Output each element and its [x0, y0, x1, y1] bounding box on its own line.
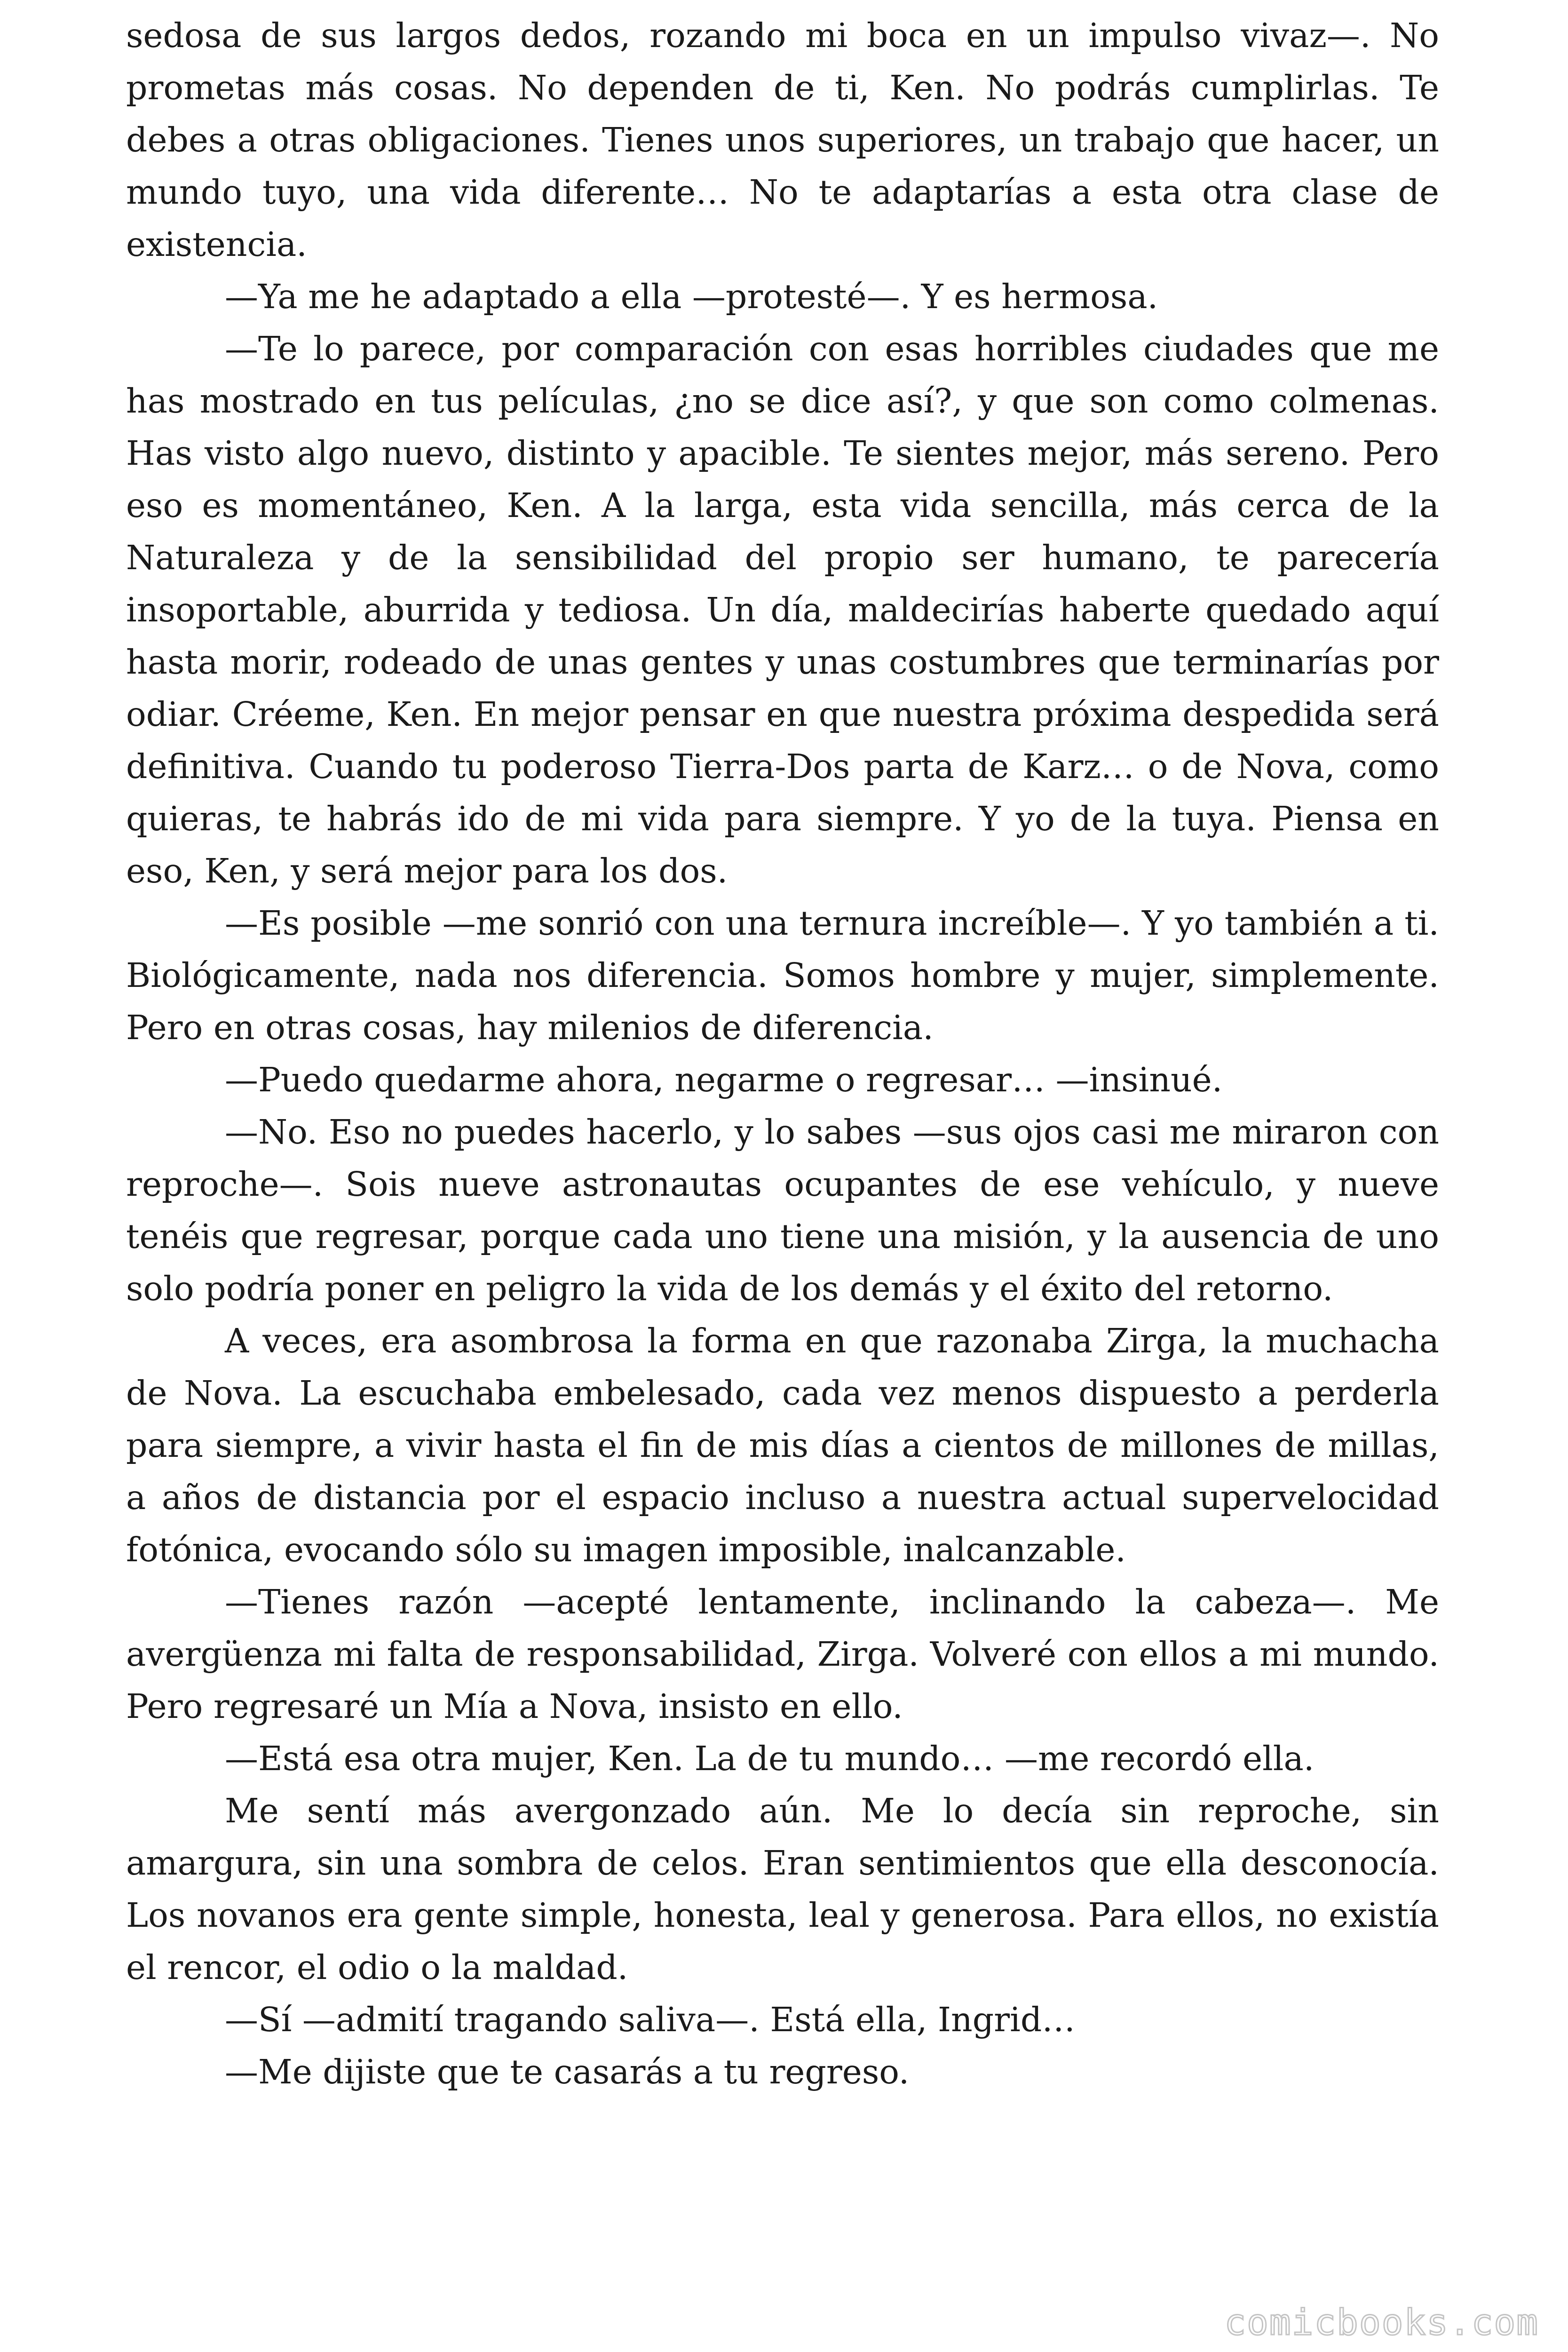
paragraph: —Te lo parece, por comparación con esas horribles ciudades que me has mostrado en tus películas, ¿no se dice así?, y que son como colmenas. Has visto algo nuevo, distinto y apacible. Te sientes mejor, más sereno. Pero eso es momentáneo, Ken. A la larga, esta vida sencilla, más cerca de la Naturaleza y de la sensibilidad del propio ser humano, te parecería insoportable, aburrida y tediosa. Un día, maldecirías haberte quedado aquí hasta morir, rodeado de unas gentes y unas costumbres que terminarías por odiar. Créeme, Ken. En mejor pensar en que nuestra próxima despedida será definitiva. Cuando tu poderoso Tierra-Dos parta de Karz… o de Nova, como quieras, te habrás ido de mi vida para siempre. Y yo de la tuya. Piensa en eso, Ken, y será mejor para los dos. [126, 329, 1439, 890]
paragraph: —Tienes razón —acepté lentamente, inclinando la cabeza—. Me avergüenza mi falta de responsabilidad, Zirga. Volveré con ellos a mi mundo. Pero regresaré un Mía a Nova, insisto en ello. [126, 1582, 1439, 1726]
paragraph: —Sí —admití tragando saliva—. Está ella, Ingrid… [225, 2000, 1076, 2039]
paragraph: Me sentí más avergonzado aún. Me lo decía sin reproche, sin amargura, sin una sombra de celos. Eran sentimientos que ella desconocía. Los novanos era gente simple, honesta, leal y generosa. Para ellos, no existía el rencor, el odio o la maldad. [126, 1791, 1439, 1987]
paragraph: A veces, era asombrosa la forma en que razonaba Zirga, la muchacha de Nova. La escuchaba embelesado, cada vez menos dispuesto a perderla para siempre, a vivir hasta el fin de mis días a cientos de millones de millas, a años de distancia por el espacio incluso a nuestra actual supervelocidad fotónica, evocando sólo su imagen imposible, inalcanzable. [126, 1321, 1439, 1569]
paragraph: —Ya me he adaptado a ella —protesté—. Y es hermosa. [225, 277, 1158, 316]
paragraph: —No. Eso no puedes hacerlo, y lo sabes —sus ojos casi me miraron con reproche—. Sois nueve astronautas ocupantes de ese vehículo, y nueve tenéis que regresar, porque cada uno tiene una misión, y la ausencia de uno solo podría poner en peligro la vida de los demás y el éxito del retorno. [126, 1112, 1439, 1308]
paragraph: —Es posible —me sonrió con una ternura increíble—. Y yo también a ti. Biológicamente, nada nos diferencia. Somos hombre y mujer, simplemente. Pero en otras cosas, hay milenios de diferencia. [126, 904, 1439, 1047]
watermark: comicbooks.com [1224, 2301, 1539, 2343]
paragraph: —Está esa otra mujer, Ken. La de tu mundo… —me recordó ella. [225, 1739, 1315, 1778]
paragraph: —Puedo quedarme ahora, negarme o regresar… —insinué. [225, 1060, 1223, 1099]
paragraph-continued: sedosa de sus largos dedos, rozando mi boca en un impulso vivaz—. No prometas más cosas. No dependen de ti, Ken. No podrás cumplirlas. Te debes a otras obligaciones. Tienes unos superiores, un trabajo que hacer, un mundo tuyo, una vida diferente… No te adaptarías a esta otra clase de existencia. [126, 16, 1439, 264]
book-page-text [126, 9, 1439, 2314]
paragraph: —Me dijiste que te casarás a tu regreso. [225, 2052, 910, 2091]
